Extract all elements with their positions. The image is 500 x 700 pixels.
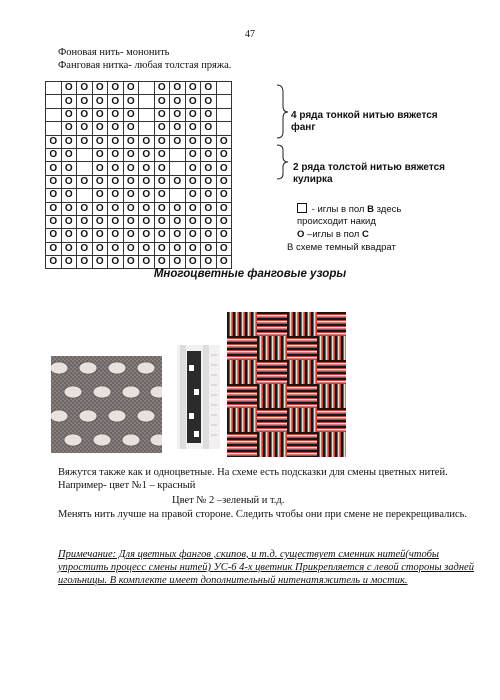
grid-cell: O (139, 256, 155, 269)
grid-cell: O (108, 148, 124, 161)
grid-cell: O (154, 95, 170, 108)
grid-cell: O (201, 108, 217, 121)
grid-cell: O (61, 256, 77, 269)
grid-cell: O (92, 122, 108, 135)
grid-cell: O (123, 215, 139, 228)
grid-cell: O (92, 108, 108, 121)
grid-cell: O (46, 215, 62, 228)
grid-cell: O (46, 162, 62, 175)
grid-cell: O (46, 242, 62, 255)
grid-cell: O (61, 95, 77, 108)
grid-cell: O (108, 108, 124, 121)
page-number: 47 (245, 29, 255, 40)
grid-cell: O (185, 189, 201, 202)
legend-square-text-pre: - иглы в пол (309, 204, 368, 215)
grid-cell: O (170, 242, 186, 255)
grid-cell: O (185, 215, 201, 228)
grid-cell: O (108, 202, 124, 215)
grid-cell: O (46, 256, 62, 269)
grid-cell: O (201, 82, 217, 95)
grid-cell: O (92, 82, 108, 95)
grid-cell: O (61, 82, 77, 95)
grid-cell: O (139, 215, 155, 228)
grid-cell: O (77, 122, 93, 135)
grid-cell: O (61, 135, 77, 148)
grid-cell: O (185, 242, 201, 255)
grid-cell: O (108, 229, 124, 242)
grid-cell: O (154, 122, 170, 135)
grid-cell: O (92, 256, 108, 269)
grid-cell: O (170, 256, 186, 269)
body-paragraph-1: Вяжутся также как и одноцветные. На схеме есть подсказки для смены цветных нитей. Например- цвет №1 – красный (58, 467, 448, 491)
grid-cell: O (185, 108, 201, 121)
grid-cell: O (139, 229, 155, 242)
grid-cell: O (170, 135, 186, 148)
grid-cell: O (123, 148, 139, 161)
fang-rows-note-line2: фанг (291, 122, 316, 133)
grid-cell: O (170, 108, 186, 121)
grid-cell: O (46, 189, 62, 202)
brace-fang-rows (277, 85, 288, 138)
grid-cell: O (77, 202, 93, 215)
grid-cell: O (201, 242, 217, 255)
grid-cell: O (216, 202, 232, 215)
grid-cell: O (154, 175, 170, 188)
grid-cell: O (170, 175, 186, 188)
grid-cell: O (46, 229, 62, 242)
grid-cell: O (123, 122, 139, 135)
grid-cell: O (92, 135, 108, 148)
grid-cell: O (61, 189, 77, 202)
body-paragraph-2: Цвет № 2 –зеленый и т.д. (172, 495, 285, 506)
grid-cell: O (216, 215, 232, 228)
grid-cell: O (201, 122, 217, 135)
grid-cell: O (61, 202, 77, 215)
grid-cell: O (92, 175, 108, 188)
fang-rows-note (291, 110, 438, 134)
grid-cell: O (123, 82, 139, 95)
grid-cell: O (46, 202, 62, 215)
grid-cell: O (61, 108, 77, 121)
grid-cell: O (77, 175, 93, 188)
grid-cell: O (154, 202, 170, 215)
grid-cell: O (154, 162, 170, 175)
grid-cell: O (201, 256, 217, 269)
grid-cell: O (123, 256, 139, 269)
grid-cell: O (139, 162, 155, 175)
intro-background-yarn: Фоновая нить- мононить (58, 47, 170, 58)
grid-cell: O (139, 189, 155, 202)
grid-cell: O (139, 148, 155, 161)
grid-cell: O (170, 122, 186, 135)
grid-cell: O (216, 229, 232, 242)
grid-cell: O (139, 202, 155, 215)
grid-cell: O (77, 242, 93, 255)
kulirka-rows-note-line2: кулирка (293, 174, 333, 185)
intro-fang-yarn: Фанговая нитка- любая толстая пряжа. (58, 60, 232, 71)
grid-cell: O (185, 82, 201, 95)
body-paragraph-3: Менять нить лучше на правой стороне. Следить чтобы они при смене не перекрещивались. (58, 509, 468, 520)
grid-cell: O (216, 189, 232, 202)
o-symbol: О (297, 229, 305, 240)
grid-cell: O (61, 215, 77, 228)
grid-cell: O (92, 202, 108, 215)
grid-cell: O (77, 256, 93, 269)
grid-cell: O (185, 122, 201, 135)
knit-swatch-grey-image (51, 356, 162, 453)
grid-cell: O (123, 229, 139, 242)
grid-cell: O (77, 135, 93, 148)
grid-cell: O (108, 82, 124, 95)
punch-card-chart-image (177, 345, 220, 449)
grid-cell: O (201, 148, 217, 161)
grid-cell: O (185, 148, 201, 161)
grid-cell: O (123, 189, 139, 202)
grid-cell: O (92, 215, 108, 228)
grid-cell: O (185, 95, 201, 108)
kulirka-rows-note (293, 162, 445, 186)
grid-cell: O (123, 202, 139, 215)
grid-cell: O (154, 189, 170, 202)
grid-cell: O (46, 135, 62, 148)
grid-cell: O (216, 256, 232, 269)
grid-cell: O (123, 108, 139, 121)
grid-cell: O (123, 175, 139, 188)
grid-cell: O (123, 95, 139, 108)
grid-cell: O (154, 215, 170, 228)
grid-cell: O (170, 95, 186, 108)
grid-cell: O (170, 202, 186, 215)
kulirka-rows-note-line1: 2 ряда толстой нитью вяжется (293, 162, 445, 173)
grid-cell: O (185, 175, 201, 188)
grid-cell: O (170, 215, 186, 228)
grid-cell: O (201, 162, 217, 175)
grid-cell: O (154, 242, 170, 255)
knit-swatch-red-black-image (227, 312, 346, 457)
grid-cell: O (77, 229, 93, 242)
grid-cell: O (201, 189, 217, 202)
grid-cell: O (77, 108, 93, 121)
grid-cell: O (185, 202, 201, 215)
empty-square-icon (297, 203, 307, 213)
grid-cell: O (170, 229, 186, 242)
note-paragraph: Примечание: Для цветных фангов ,скипов, и т.д. существует сменник нитей(чтобы упростить процесс смены нитей) УС-6 4-х цветник Прикрепляется с левой стороны задней игольницы. В комплекте имеет дополнительный нитенатяжитель и мостик. (58, 549, 474, 586)
grid-cell: O (92, 95, 108, 108)
grid-cell: O (123, 162, 139, 175)
grid-cell: O (154, 148, 170, 161)
grid-cell: O (92, 229, 108, 242)
grid-cell: O (46, 175, 62, 188)
grid-cell: O (201, 135, 217, 148)
grid-cell: O (77, 95, 93, 108)
grid-cell: O (201, 175, 217, 188)
grid-cell: O (139, 242, 155, 255)
grid-cell: O (61, 122, 77, 135)
grid-cell: O (185, 229, 201, 242)
grid-cell: O (108, 175, 124, 188)
brace-kulirka-rows (277, 145, 288, 179)
grid-cell: O (123, 135, 139, 148)
grid-cell: O (154, 135, 170, 148)
grid-cell: O (77, 215, 93, 228)
grid-cell: O (61, 162, 77, 175)
grid-cell: O (61, 242, 77, 255)
grid-cell: O (46, 148, 62, 161)
grid-cell: O (216, 148, 232, 161)
grid-cell: O (154, 229, 170, 242)
grid-cell: O (154, 256, 170, 269)
grid-cell: O (201, 95, 217, 108)
grid-cell: O (216, 162, 232, 175)
legend-square-letter: B (367, 204, 374, 215)
legend-o-letter: С (361, 229, 369, 240)
grid-cell: O (108, 95, 124, 108)
grid-cell: O (216, 135, 232, 148)
grid-cell: O (108, 256, 124, 269)
grid-cell: O (108, 189, 124, 202)
grid-cell: O (185, 256, 201, 269)
grid-cell: O (77, 82, 93, 95)
legend-square-line2: происходит накид (297, 216, 376, 227)
grid-cell: O (139, 175, 155, 188)
grid-cell: O (170, 82, 186, 95)
grid-cell: O (201, 229, 217, 242)
grid-cell: O (201, 215, 217, 228)
grid-cell: O (154, 108, 170, 121)
grid-cell: O (139, 135, 155, 148)
grid-cell: O (108, 135, 124, 148)
grid-cell: O (185, 162, 201, 175)
grid-cell: O (108, 215, 124, 228)
grid-cell: O (92, 242, 108, 255)
grid-cell: O (92, 148, 108, 161)
grid-cell: O (108, 122, 124, 135)
grid-cell: O (61, 148, 77, 161)
grid-cell: O (123, 242, 139, 255)
grid-cell: O (216, 242, 232, 255)
grid-cell: O (216, 175, 232, 188)
grid-cell: O (92, 189, 108, 202)
legend-o-line (297, 229, 369, 241)
grid-cell: O (108, 242, 124, 255)
grid-cell: O (154, 82, 170, 95)
legend-square-line (297, 203, 401, 216)
grid-cell: O (61, 229, 77, 242)
legend-o-text-pre: –иглы в пол (304, 229, 362, 240)
fang-rows-note-line1: 4 ряда тонкой нитью вяжется (291, 110, 438, 121)
grid-cell: O (108, 162, 124, 175)
grid-cell: O (61, 175, 77, 188)
legend-dark-note: В схеме темный квадрат (287, 242, 396, 253)
grid-cell: O (201, 202, 217, 215)
legend-square-text-post: здесь (373, 204, 402, 215)
grid-cell: O (92, 162, 108, 175)
grid-cell: O (185, 135, 201, 148)
section-title: Многоцветные фанговые узоры (153, 268, 347, 280)
